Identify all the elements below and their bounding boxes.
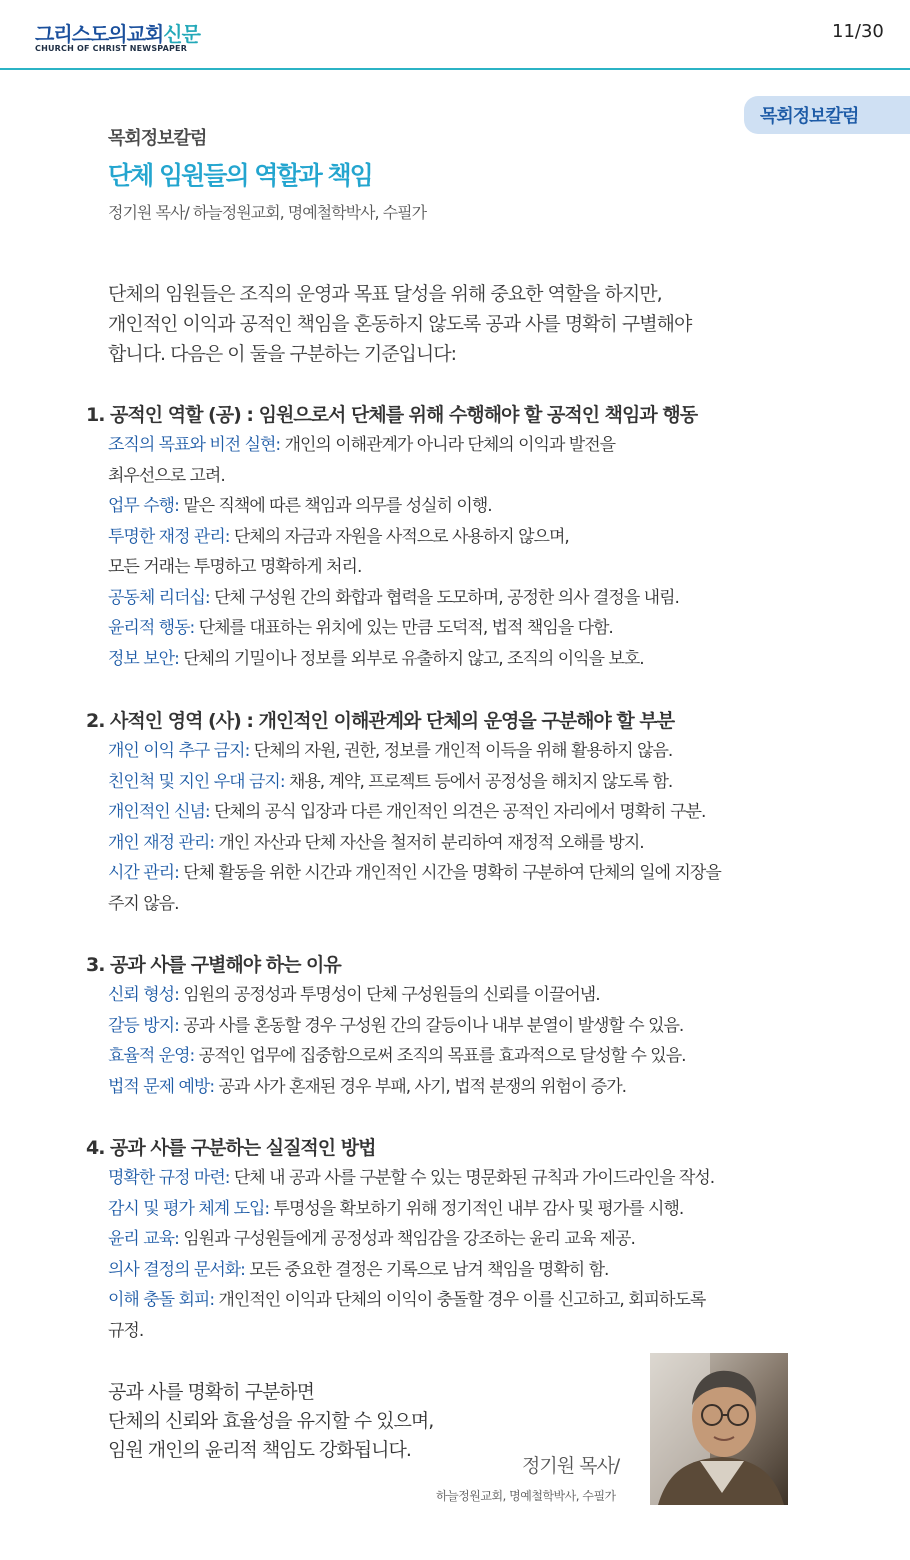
item-text: 임원과 구성원들에게 공정성과 책임감을 강조하는 윤리 교육 제공.	[178, 1229, 635, 1249]
item-key: 갈등 방지:	[108, 1015, 179, 1036]
list-item	[86, 1285, 714, 1346]
item-text: 개인적인 이익과 단체의 이익이 충돌할 경우 이를 신고하고, 회피하도록	[214, 1290, 706, 1310]
item-key: 업무 수행:	[108, 496, 179, 516]
list-item	[86, 644, 697, 675]
item-key: 법적 문제 예방:	[108, 1076, 215, 1097]
intro-paragraph	[108, 279, 758, 369]
section-private-area	[86, 706, 721, 919]
section-methods	[86, 1133, 714, 1346]
newspaper-logo[interactable]	[35, 18, 200, 47]
item-key: 시간 관리:	[108, 863, 179, 883]
logo-text: 그리스도의교회	[35, 22, 164, 46]
item-key: 윤리 교육:	[108, 1229, 179, 1249]
list-item	[86, 797, 721, 828]
item-text: 개인 자산과 단체 자산을 철저히 분리하여 재정적 오해를 방지.	[214, 832, 644, 853]
item-text: 단체 활동을 위한 시간과 개인적인 시간을 명확히 구분하여 단체의 일에 지장을	[178, 863, 721, 883]
section-public-role	[86, 400, 697, 674]
item-text: 단체의 자원, 권한, 정보를 개인적 이득을 위해 활용하지 않음.	[249, 741, 673, 761]
closing-line: 단체의 신뢰와 효율성을 유지할 수 있으며,	[108, 1410, 434, 1432]
item-text: 개인의 이해관계가 아니라 단체의 이익과 발전을	[280, 435, 616, 455]
article-kicker: 목회정보칼럼	[108, 128, 207, 149]
item-text: 모든 중요한 결정은 기록으로 남겨 책임을 명확히 함.	[244, 1259, 609, 1280]
list-item	[86, 1011, 686, 1042]
intro-line: 개인적인 이익과 공적인 책임을 혼동하지 않도록 공과 사를 명확히 구별해야	[108, 313, 692, 335]
item-text: 단체의 기밀이나 정보를 외부로 유출하지 않고, 조직의 이익을 보호.	[178, 648, 644, 669]
item-text-cont: 주지 않음.	[108, 893, 179, 914]
item-key: 의사 결정의 문서화:	[108, 1259, 245, 1280]
list-item	[86, 430, 697, 491]
author-signature-affiliation: 하늘정원교회, 명예철학박사, 수필가	[436, 1489, 616, 1503]
item-text-cont: 최우선으로 고려.	[108, 465, 225, 486]
list-item	[86, 828, 721, 859]
item-key: 개인 재정 관리:	[108, 832, 215, 853]
item-key: 공동체 리더십:	[108, 587, 210, 608]
item-text: 단체 내 공과 사를 구분할 수 있는 명문화된 규칙과 가이드라인을 작성.	[229, 1168, 715, 1188]
author-photo	[650, 1353, 788, 1505]
author-signature-name: 정기원 목사/	[522, 1455, 620, 1477]
list-item	[86, 767, 721, 798]
article-title: 단체 임원들의 역할과 책임	[108, 161, 372, 190]
closing-line: 공과 사를 명확히 구분하면	[108, 1381, 315, 1403]
logo-text-accent: 신문	[163, 22, 200, 46]
closing-line: 임원 개인의 윤리적 책임도 강화됩니다.	[108, 1439, 411, 1461]
section-tag-label: 목회정보칼럼	[760, 106, 859, 127]
item-key: 신뢰 형성:	[108, 985, 179, 1005]
item-text: 단체의 공식 입장과 다른 개인적인 의견은 공적인 자리에서 명확히 구분.	[209, 802, 706, 822]
list-item	[86, 583, 697, 614]
item-text: 투명성을 확보하기 위해 정기적인 내부 감사 및 평가를 시행.	[269, 1198, 684, 1219]
item-text: 공과 사가 혼재된 경우 부패, 사기, 법적 분쟁의 위험이 증가.	[214, 1076, 627, 1097]
list-item	[86, 522, 697, 583]
section-reasons	[86, 950, 686, 1102]
item-key: 투명한 재정 관리:	[108, 526, 230, 547]
item-key: 감시 및 평가 체계 도입:	[108, 1198, 270, 1219]
item-text: 공적인 업무에 집중함으로써 조직의 목표를 효과적으로 달성할 수 있음.	[194, 1046, 686, 1066]
intro-line: 단체의 임원들은 조직의 운영과 목표 달성을 위해 중요한 역할을 하지만,	[108, 283, 662, 305]
item-key: 효율적 운영:	[108, 1046, 195, 1066]
item-key: 윤리적 행동:	[108, 618, 195, 638]
intro-line: 합니다. 다음은 이 둘을 구분하는 기준입니다:	[108, 343, 457, 365]
list-item	[86, 858, 721, 919]
item-key: 정보 보안:	[108, 648, 179, 669]
list-item	[86, 736, 721, 767]
closing-paragraph	[108, 1378, 433, 1465]
list-item	[86, 491, 697, 522]
list-item	[86, 1072, 686, 1103]
item-key: 개인 이익 추구 금지:	[108, 741, 250, 761]
list-item	[86, 1194, 714, 1225]
item-text: 임원의 공정성과 투명성이 단체 구성원들의 신뢰를 이끌어냄.	[178, 985, 600, 1005]
item-key: 명확한 규정 마련:	[108, 1168, 230, 1188]
page-header	[0, 0, 910, 70]
list-item	[86, 613, 697, 644]
item-key: 조직의 목표와 비전 실현:	[108, 435, 281, 455]
item-text: 맡은 직책에 따른 책임과 의무를 성실히 이행.	[178, 496, 492, 516]
list-item	[86, 980, 686, 1011]
item-text: 단체를 대표하는 위치에 있는 만큼 도덕적, 법적 책임을 다함.	[194, 618, 613, 638]
page-number: 11/30	[832, 21, 884, 42]
logo-subtitle: CHURCH OF CHRIST NEWSPAPER	[35, 44, 188, 53]
section-title: 1. 공적인 역할 (공) : 임원으로서 단체를 위해 수행해야 할 공적인 책임과 행동	[86, 404, 698, 426]
section-title: 4. 공과 사를 구분하는 실질적인 방법	[86, 1137, 376, 1159]
item-text: 단체 구성원 간의 화합과 협력을 도모하며, 공정한 의사 결정을 내림.	[209, 587, 679, 608]
item-text: 채용, 계약, 프로젝트 등에서 공정성을 해치지 않도록 함.	[284, 771, 673, 792]
section-title: 3. 공과 사를 구별해야 하는 이유	[86, 954, 341, 976]
list-item	[86, 1041, 686, 1072]
list-item	[86, 1163, 714, 1194]
section-title: 2. 사적인 영역 (사) : 개인적인 이해관계와 단체의 운영을 구분해야 할 부분	[86, 710, 675, 732]
list-item	[86, 1255, 714, 1286]
item-key: 이해 충돌 회피:	[108, 1290, 215, 1310]
item-text: 단체의 자금과 자원을 사적으로 사용하지 않으며,	[229, 526, 569, 547]
article-byline: 정기원 목사/ 하늘정원교회, 명예철학박사, 수필가	[108, 203, 427, 222]
item-text-cont: 모든 거래는 투명하고 명확하게 처리.	[108, 557, 362, 577]
item-text-cont: 규정.	[108, 1320, 144, 1341]
item-text: 공과 사를 혼동할 경우 구성원 간의 갈등이나 내부 분열이 발생할 수 있음.	[178, 1015, 684, 1036]
item-key: 개인적인 신념:	[108, 802, 210, 822]
section-tag	[744, 96, 910, 134]
item-key: 친인척 및 지인 우대 금지:	[108, 771, 285, 792]
list-item	[86, 1224, 714, 1255]
